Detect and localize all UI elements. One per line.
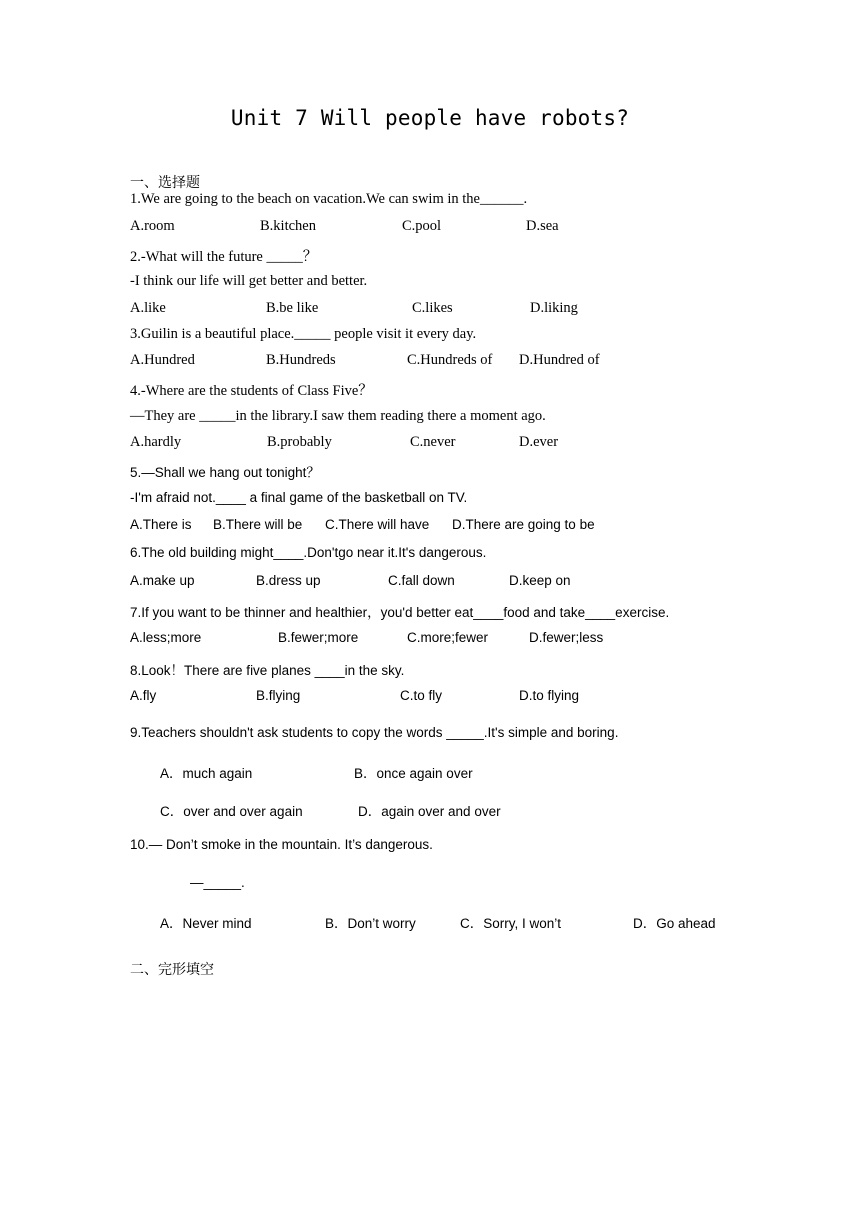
option-d: D.fewer;less: [529, 630, 604, 645]
section-heading-choice: 一、选择题: [130, 175, 200, 191]
option-d: D.keep on: [509, 573, 571, 588]
option-c: C.There will have: [325, 517, 430, 532]
option-a: A．Never mind: [160, 916, 252, 931]
option-c: C.likes: [412, 300, 453, 316]
option-b: B.flying: [256, 688, 301, 703]
option-d: D.ever: [519, 434, 559, 450]
question-2-stem-line2: -I think our life will get better and better.: [130, 273, 368, 289]
option-c: C．over and over again: [160, 804, 303, 819]
option-d: D.liking: [530, 300, 578, 316]
question-5-stem-line2: -I'm afraid not.____ a final game of the basketball on TV.: [130, 490, 468, 505]
question-6-stem: 6.The old building might____.Don'tgo near it.It's dangerous.: [130, 545, 487, 560]
option-b: B.There will be: [213, 517, 303, 532]
option-c: C.to fly: [400, 688, 443, 703]
option-d: D．Go ahead: [633, 916, 716, 931]
option-b: B.be like: [266, 300, 319, 316]
option-d: D.There are going to be: [452, 517, 595, 532]
option-a: A.hardly: [130, 434, 182, 450]
option-a: A.Hundred: [130, 352, 195, 368]
question-5-stem: 5.—Shall we hang out tonight？: [130, 465, 320, 480]
question-4-stem-line2: —They are _____in the library.I saw them reading there a moment ago.: [130, 408, 546, 424]
question-9-stem: 9.Teachers shouldn't ask students to copy the words _____.It's simple and boring.: [130, 725, 619, 740]
option-a: A.like: [130, 300, 166, 316]
option-c: C.more;fewer: [407, 630, 489, 645]
option-b: B.kitchen: [260, 218, 316, 234]
option-c: C.Hundreds of: [407, 352, 493, 368]
option-d: D.sea: [526, 218, 559, 234]
question-1-stem: 1.We are going to the beach on vacation.We can swim in the______.: [130, 191, 528, 207]
option-d: D.Hundred of: [519, 352, 600, 368]
option-b: B.probably: [267, 434, 332, 450]
question-10-stem-line2: —_____.: [190, 875, 245, 890]
question-10-stem: 10.— Don’t smoke in the mountain. It’s dangerous.: [130, 837, 433, 852]
option-a: A.There is: [130, 517, 192, 532]
question-2-stem: 2.-What will the future _____？: [130, 249, 318, 265]
option-b: B.Hundreds: [266, 352, 336, 368]
section-heading-cloze: 二、完形填空: [130, 962, 214, 978]
option-c: C．Sorry, I won’t: [460, 916, 562, 931]
option-d: D．again over and over: [358, 804, 501, 819]
option-b: B.dress up: [256, 573, 321, 588]
option-b: B.fewer;more: [278, 630, 359, 645]
option-a: A.less;more: [130, 630, 202, 645]
option-c: C.never: [410, 434, 456, 450]
option-d: D.to flying: [519, 688, 580, 703]
question-4-stem: 4.-Where are the students of Class Five？: [130, 383, 373, 399]
question-3-stem: 3.Guilin is a beautiful place._____ people visit it every day.: [130, 326, 477, 342]
question-8-stem: 8.Look！There are five planes ____in the sky.: [130, 663, 405, 678]
option-a: A．much again: [160, 766, 253, 781]
option-a: A.make up: [130, 573, 195, 588]
document-title: Unit 7 Will people have robots?: [230, 106, 630, 130]
option-b: B．Don’t worry: [325, 916, 416, 931]
option-a: A.room: [130, 218, 175, 234]
option-b: B．once again over: [354, 766, 473, 781]
option-c: C.fall down: [388, 573, 455, 588]
option-a: A.fly: [130, 688, 157, 703]
question-7-stem: 7.If you want to be thinner and healthier，you'd better eat____food and take____exercise.: [130, 605, 670, 620]
option-c: C.pool: [402, 218, 442, 234]
